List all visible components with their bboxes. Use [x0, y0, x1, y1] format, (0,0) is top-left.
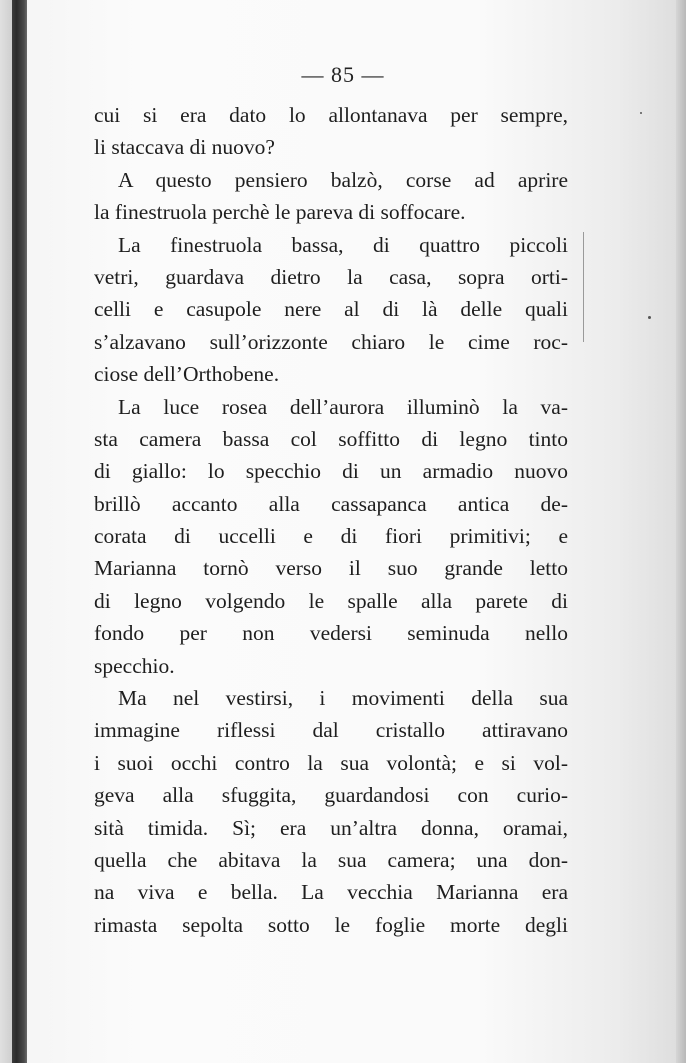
- text-line: celli e casupole nere al di là delle quali: [94, 297, 568, 322]
- text-line: di legno volgendo le spalle alla parete di: [94, 588, 568, 613]
- text-line: La finestruola bassa, di quattro piccoli: [118, 232, 568, 257]
- page-number: — 85 —: [301, 62, 385, 87]
- paragraph: [94, 99, 568, 164]
- book-binding-edge: [12, 0, 27, 1063]
- text-line: specchio.: [94, 653, 175, 678]
- page-edge-shadow: [676, 0, 686, 1063]
- text-line: corata di uccelli e di fiori primitivi; e: [94, 524, 568, 549]
- paper-speck: [640, 112, 642, 114]
- text-line: sta camera bassa col soffitto di legno tinto: [94, 426, 568, 451]
- text-line: sità timida. Sì; era un’altra donna, oramai,: [94, 815, 568, 840]
- text-line: Ma nel vestirsi, i movimenti della sua: [118, 686, 568, 711]
- paragraph: [94, 164, 568, 229]
- margin-pencil-mark: [583, 232, 584, 342]
- text-line: immagine riflessi dal cristallo attiravano: [94, 718, 568, 743]
- text-line: na viva e bella. La vecchia Marianna era: [94, 880, 568, 905]
- scan-margin: [0, 0, 12, 1063]
- text-line: rimasta sepolta sotto le foglie morte degli: [94, 912, 568, 937]
- paragraph: [94, 682, 568, 941]
- text-line: quella che abitava la sua camera; una don-: [94, 847, 568, 872]
- text-line: La luce rosea dell’aurora illuminò la va-: [118, 394, 568, 419]
- paragraph: [94, 229, 568, 391]
- text-line: i suoi occhi contro la sua volontà; e si vol-: [94, 750, 568, 775]
- text-line: brillò accanto alla cassapanca antica de-: [94, 491, 568, 516]
- body-text: [94, 99, 568, 941]
- text-line: li staccava di nuovo?: [94, 135, 275, 160]
- paragraph: [94, 391, 568, 683]
- text-line: fondo per non vedersi seminuda nello: [94, 621, 568, 646]
- text-line: geva alla sfuggita, guardandosi con curio-: [94, 783, 568, 808]
- paper-speck: [648, 316, 651, 319]
- text-line: s’alzavano sull’orizzonte chiaro le cime roc-: [94, 329, 568, 354]
- text-line: la finestruola perchè le pareva di soffocare.: [94, 200, 466, 225]
- text-line: A questo pensiero balzò, corse ad aprire: [118, 167, 568, 192]
- text-line: vetri, guardava dietro la casa, sopra orti-: [94, 264, 568, 289]
- text-line: Marianna tornò verso il suo grande letto: [94, 556, 568, 581]
- text-line: ciose dell’Orthobene.: [94, 362, 280, 387]
- text-line: di giallo: lo specchio di un armadio nuovo: [94, 459, 568, 484]
- text-line: cui si era dato lo allontanava per sempre,: [94, 103, 568, 127]
